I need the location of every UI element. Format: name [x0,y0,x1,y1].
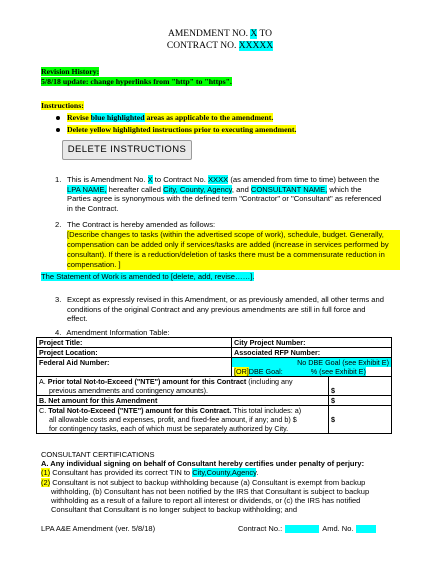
dbe-cell [232,358,392,377]
contract-number-field[interactable]: XXXXX [238,41,274,51]
revision-history [41,67,232,86]
instruction-item-2: Delete yellow highlighted instructions prior to executing amendment. [67,125,297,134]
section-4-heading: 4. Amendment Information Table: [55,328,170,337]
amendment-number-field[interactable]: X [250,29,258,39]
section-2-number: 2. [55,220,62,229]
delete-instructions-button[interactable]: DELETE INSTRUCTIONS [62,140,192,160]
project-location-cell[interactable]: Project Location: [37,348,232,358]
section-1-line-2: LPA NAME, hereafter called City, County, Agency, and CONSULTANT NAME, which the [67,184,362,194]
dbe-goal[interactable]: DBE Goal: % (see Exhibit E) [248,367,366,376]
row-b: B. Net amount for this Amendment [37,396,329,406]
revision-line: 5/8/18 update: change hyperlinks from "http" to "https". [41,77,232,86]
no-dbe-goal[interactable]: No DBE Goal (see Exhibit E) [297,358,389,367]
certifications-heading: CONSULTANT CERTIFICATIONS [41,450,155,459]
city-field[interactable]: City, County, Agency [163,184,232,194]
blue-highlight-sample: blue highlighted [90,113,145,122]
footer-fields [238,524,376,533]
amendment-suffix: TO [257,29,272,39]
instructions-heading: Instructions: [41,101,84,110]
statement-of-work[interactable]: The Statement of Work is amended to [delete, add, revise……]. [41,272,255,281]
certification-1: (1) Consultant has provided its correct TIN to City,County,Agency. [41,468,259,478]
contract-no-field[interactable]: XXXX [207,175,229,184]
section-2-intro: The Contract is hereby amended as follows: [67,220,216,229]
section-1-line-4: in the Contract. [67,203,119,213]
row-c: C. Total Not-to-Exceed ("NTE") amount for this Contract. This total includes: a) all allowable costs and expenses, profit, and fixed-fee amount, if any; and b) $ for contingency tasks, each of which must be separately authorized by City. [37,406,329,434]
section-3: 3. Except as expressly revised in this Amendment, or as previously amended, all other terms and conditions of the original Contract and any previous amendments are still in full force and effect. [55,295,384,324]
consultant-name-field[interactable]: CONSULTANT NAME, [250,184,328,194]
section-2 [55,220,400,270]
or-label: [OR] [234,367,249,376]
lpa-name-field[interactable]: LPA NAME, [67,184,107,194]
instructions-block [41,101,296,134]
contract-title [0,41,440,52]
amend-no-field[interactable]: X [147,175,153,184]
amendment-prefix: AMENDMENT NO. [168,29,251,39]
section-3-number: 3. [55,295,62,304]
certification-city-field[interactable]: City,County,Agency [192,468,257,478]
footer-version: LPA A&E Amendment (ver. 5/8/18) [41,524,156,533]
associated-rfp-cell[interactable]: Associated RFP Number: [232,348,392,358]
federal-aid-cell[interactable]: Federal Aid Number: [37,358,232,377]
certification-2: (2) Consultant is not subject to backup withholding because (a) Consultant is exempt from backup withholding, (b) Consultant has not been notified by the IRS that Consultant is subject to backup withholding as a result of a failure to report all interest or dividends, or (c) the IRS has notified Consultant that Consultant is no longer subject to backup withholding; and [41,477,370,515]
project-title-cell[interactable]: Project Title: [37,338,232,348]
footer-amd-field[interactable] [356,525,376,533]
instruction-item-1: Revise blue highlighted areas as applicable to the amendment. [67,113,274,122]
city-project-number-cell[interactable]: City Project Number: [232,338,392,348]
amendment-title [0,29,440,40]
section-1-number: 1. [55,175,62,184]
row-a-amount[interactable]: $ [329,377,392,396]
section-1 [55,175,400,213]
consultant-certifications [41,450,401,514]
bullet-icon [56,128,60,132]
section-2-instructions: [Describe changes to tasks (within the advertised scope of work), schedule, budget. Generally, compensation can be added only if services/tasks are added (increase in services performed by consultant). If there is a reduction/deletion of tasks there must be a commensurate reduction in compensation. ] [67,230,400,271]
certification-a: A. Any individual signing on behalf of Consultant hereby certifies under penalty of perjury: [41,459,365,469]
section-1-line-1: This is Amendment No. X to Contract No. XXXX (as amended from time to time) between the [67,175,380,184]
section-1-line-3: Parties agree is synonymous with the defined term "Contractor" or "Consultant" as referenced [67,194,382,204]
bullet-icon [56,116,60,120]
amendment-info-table [36,337,392,434]
footer-amd-label: Amd. No. [322,524,354,533]
row-b-amount[interactable]: $ [329,396,392,406]
row-a: A. Prior total Not-to-Exceed ("NTE") amount for this Contract (including any previous amendments and contingency amounts). [37,377,329,396]
footer-contract-field[interactable] [285,525,319,533]
contract-prefix: CONTRACT NO. [166,41,239,51]
revision-heading: Revision History: [41,67,100,76]
footer-contract-label: Contract No.: [238,524,283,533]
row-c-amount[interactable]: $ [329,406,392,434]
